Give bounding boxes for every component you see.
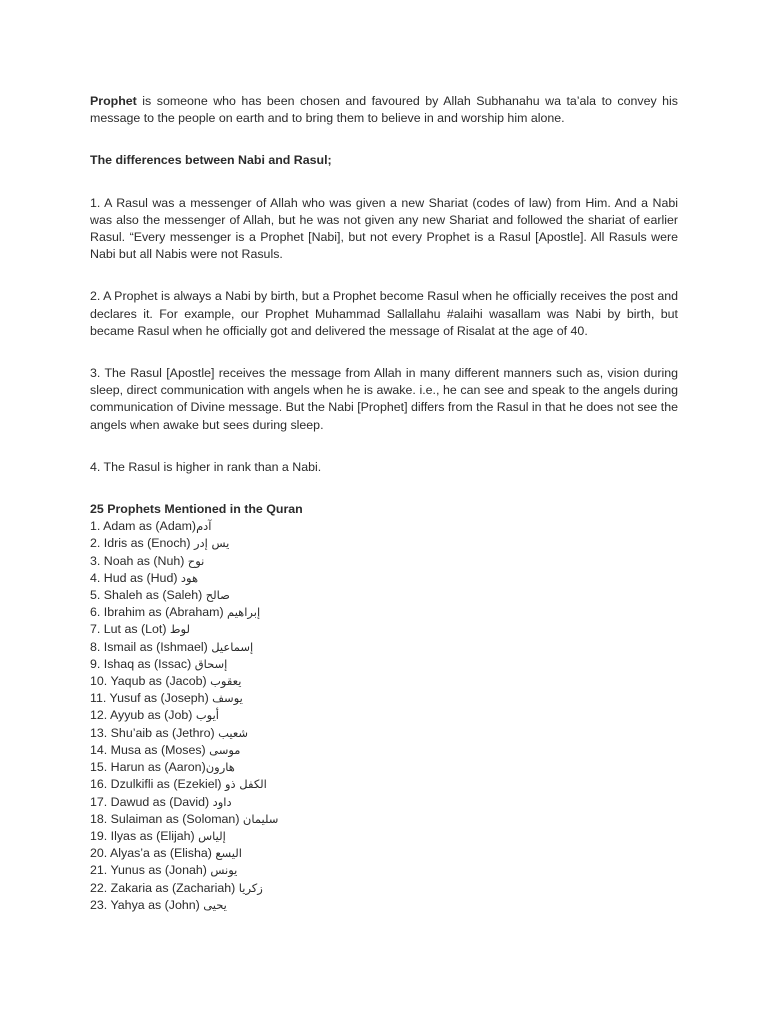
intro-paragraph (90, 93, 678, 127)
list-item (90, 845, 678, 862)
prophet-name: 7. Lut as (Lot) (90, 622, 170, 637)
prophet-arabic-name: أيوب (195, 708, 220, 723)
intro-text: is someone who has been chosen and favoured by Allah Subhanahu wa ta’ala to convey his message to the people on earth and to bring them to believe in and worship him alone. (90, 94, 678, 126)
prophet-arabic-name: اليسع (215, 846, 242, 861)
differences-heading: The differences between Nabi and Rasul; (90, 153, 332, 168)
document-body (90, 93, 678, 914)
list-item (90, 673, 678, 690)
prophet-name: 14. Musa as (Moses) (90, 742, 210, 757)
list-item (90, 897, 678, 914)
prophet-name: 5. Shaleh as (Saleh) (90, 588, 206, 603)
prophet-arabic-name: هارون (205, 760, 235, 775)
prophet-arabic-name: شعيب (218, 725, 249, 740)
list-item (90, 811, 678, 828)
prophet-arabic-name: يونس (210, 863, 238, 878)
prophet-arabic-name: لوط (169, 622, 190, 637)
prophet-name: 8. Ismail as (Ishmael) (90, 639, 212, 654)
prophet-name: 1. Adam as (Adam) (90, 519, 197, 534)
prophet-name: 15. Harun as (Aaron) (90, 760, 206, 775)
prophet-name: 3. Noah as (Nuh) (90, 553, 188, 568)
list-item (90, 518, 678, 535)
list-item (90, 553, 678, 570)
prophet-name: 19. Ilyas as (Elijah) (90, 828, 199, 843)
prophet-arabic-name: موسى (209, 742, 241, 757)
spacer (90, 263, 678, 288)
intro-term: Prophet (90, 94, 137, 108)
prophet-name: 6. Ibrahim as (Abraham) (90, 605, 228, 620)
prophet-name: 4. Hud as (Hud) (90, 570, 181, 585)
prophet-arabic-name: نوح (187, 553, 205, 568)
prophet-name: 20. Alyas’a as (Elisha) (90, 846, 216, 861)
prophet-arabic-name: إلياس (198, 828, 226, 843)
prophet-name: 9. Ishaq as (Issac) (90, 656, 195, 671)
prophet-arabic-name: إبراهيم (227, 605, 261, 620)
list-item (90, 621, 678, 638)
spacer (90, 170, 678, 195)
list-item (90, 725, 678, 742)
list-item (90, 707, 678, 724)
prophet-name: 12. Ayyub as (Job) (90, 708, 196, 723)
prophet-name: 2. Idris as (Enoch) (90, 536, 194, 551)
list-item (90, 862, 678, 879)
list-item (90, 742, 678, 759)
spacer (90, 476, 678, 501)
prophet-name: 23. Yahya as (John) (90, 897, 204, 912)
prophet-arabic-name: يوسف (212, 691, 243, 706)
prophets-list (90, 518, 678, 914)
list-item (90, 776, 678, 793)
list-item (90, 587, 678, 604)
difference-point-2: 2. A Prophet is always a Nabi by birth, but a Prophet become Rasul when he officially receives the post and declares it. For example, our Prophet Muhammad Sallallahu #alaihi wasallam was Nabi by birth, but became Rasul when he officially got and delivered the message of Risalat at the age of 40. (90, 289, 678, 338)
list-item (90, 794, 678, 811)
list-item (90, 880, 678, 897)
difference-point-1: 1. A Rasul was a messenger of Allah who was given a new Shariat (codes of law) from Him. And a Nabi was also the messenger of Allah, but he was not given any new Shariat and followed the shariat of earlier Rasul. “Every messenger is a Prophet [Nabi], but not every Prophet is a Rasul [Apostle]. All Rasuls were Nabi but all Nabis were not Rasuls. (90, 195, 678, 262)
list-item (90, 690, 678, 707)
difference-point-4: 4. The Rasul is higher in rank than a Nabi. (90, 459, 322, 474)
prophet-name: 13. Shu’aib as (Jethro) (90, 725, 219, 740)
prophet-name: 17. Dawud as (David) (90, 794, 213, 809)
list-item (90, 828, 678, 845)
prophet-name: 21. Yunus as (Jonah) (90, 863, 211, 878)
list-item (90, 656, 678, 673)
list-item (90, 604, 678, 621)
prophet-arabic-name: سليمان (242, 811, 279, 826)
prophet-arabic-name: يحيى (203, 897, 227, 912)
list-item (90, 570, 678, 587)
prophet-arabic-name: يعقوب (210, 674, 242, 689)
spacer (90, 434, 678, 459)
prophet-arabic-name: صالح (205, 588, 230, 603)
list-item (90, 639, 678, 656)
prophet-arabic-name: هود (180, 570, 199, 585)
list-item (90, 759, 678, 776)
list-item (90, 535, 678, 552)
prophets-heading: 25 Prophets Mentioned in the Quran (90, 502, 303, 517)
prophet-name: 10. Yaqub as (Jacob) (90, 674, 211, 689)
difference-point-3: 3. The Rasul [Apostle] receives the message from Allah in many different manners such as, vision during sleep, direct communication with angels when he is awake. i.e., he can see and speak to the angels during communication of Divine message. But the Nabi [Prophet] differs from the Rasul in that he does not see the angels when awake but sees during sleep. (90, 366, 678, 432)
prophet-arabic-name: آدم (196, 519, 212, 534)
spacer (90, 340, 678, 365)
prophet-name: 18. Sulaiman as (Soloman) (90, 811, 243, 826)
prophet-arabic-name: زكريا (238, 880, 263, 895)
prophet-name: 16. Dzulkifli as (Ezekiel) (90, 777, 225, 792)
prophet-arabic-name: إسماعيل (211, 639, 254, 654)
prophet-arabic-name: إسحاق (194, 656, 228, 671)
spacer (90, 127, 678, 152)
prophet-arabic-name: يس إدر (193, 536, 230, 551)
prophet-name: 11. Yusuf as (Joseph) (90, 691, 213, 706)
prophet-arabic-name: داود (212, 794, 232, 809)
prophet-name: 22. Zakaria as (Zachariah) (90, 880, 239, 895)
prophet-arabic-name: الكفل ذو (224, 777, 267, 792)
